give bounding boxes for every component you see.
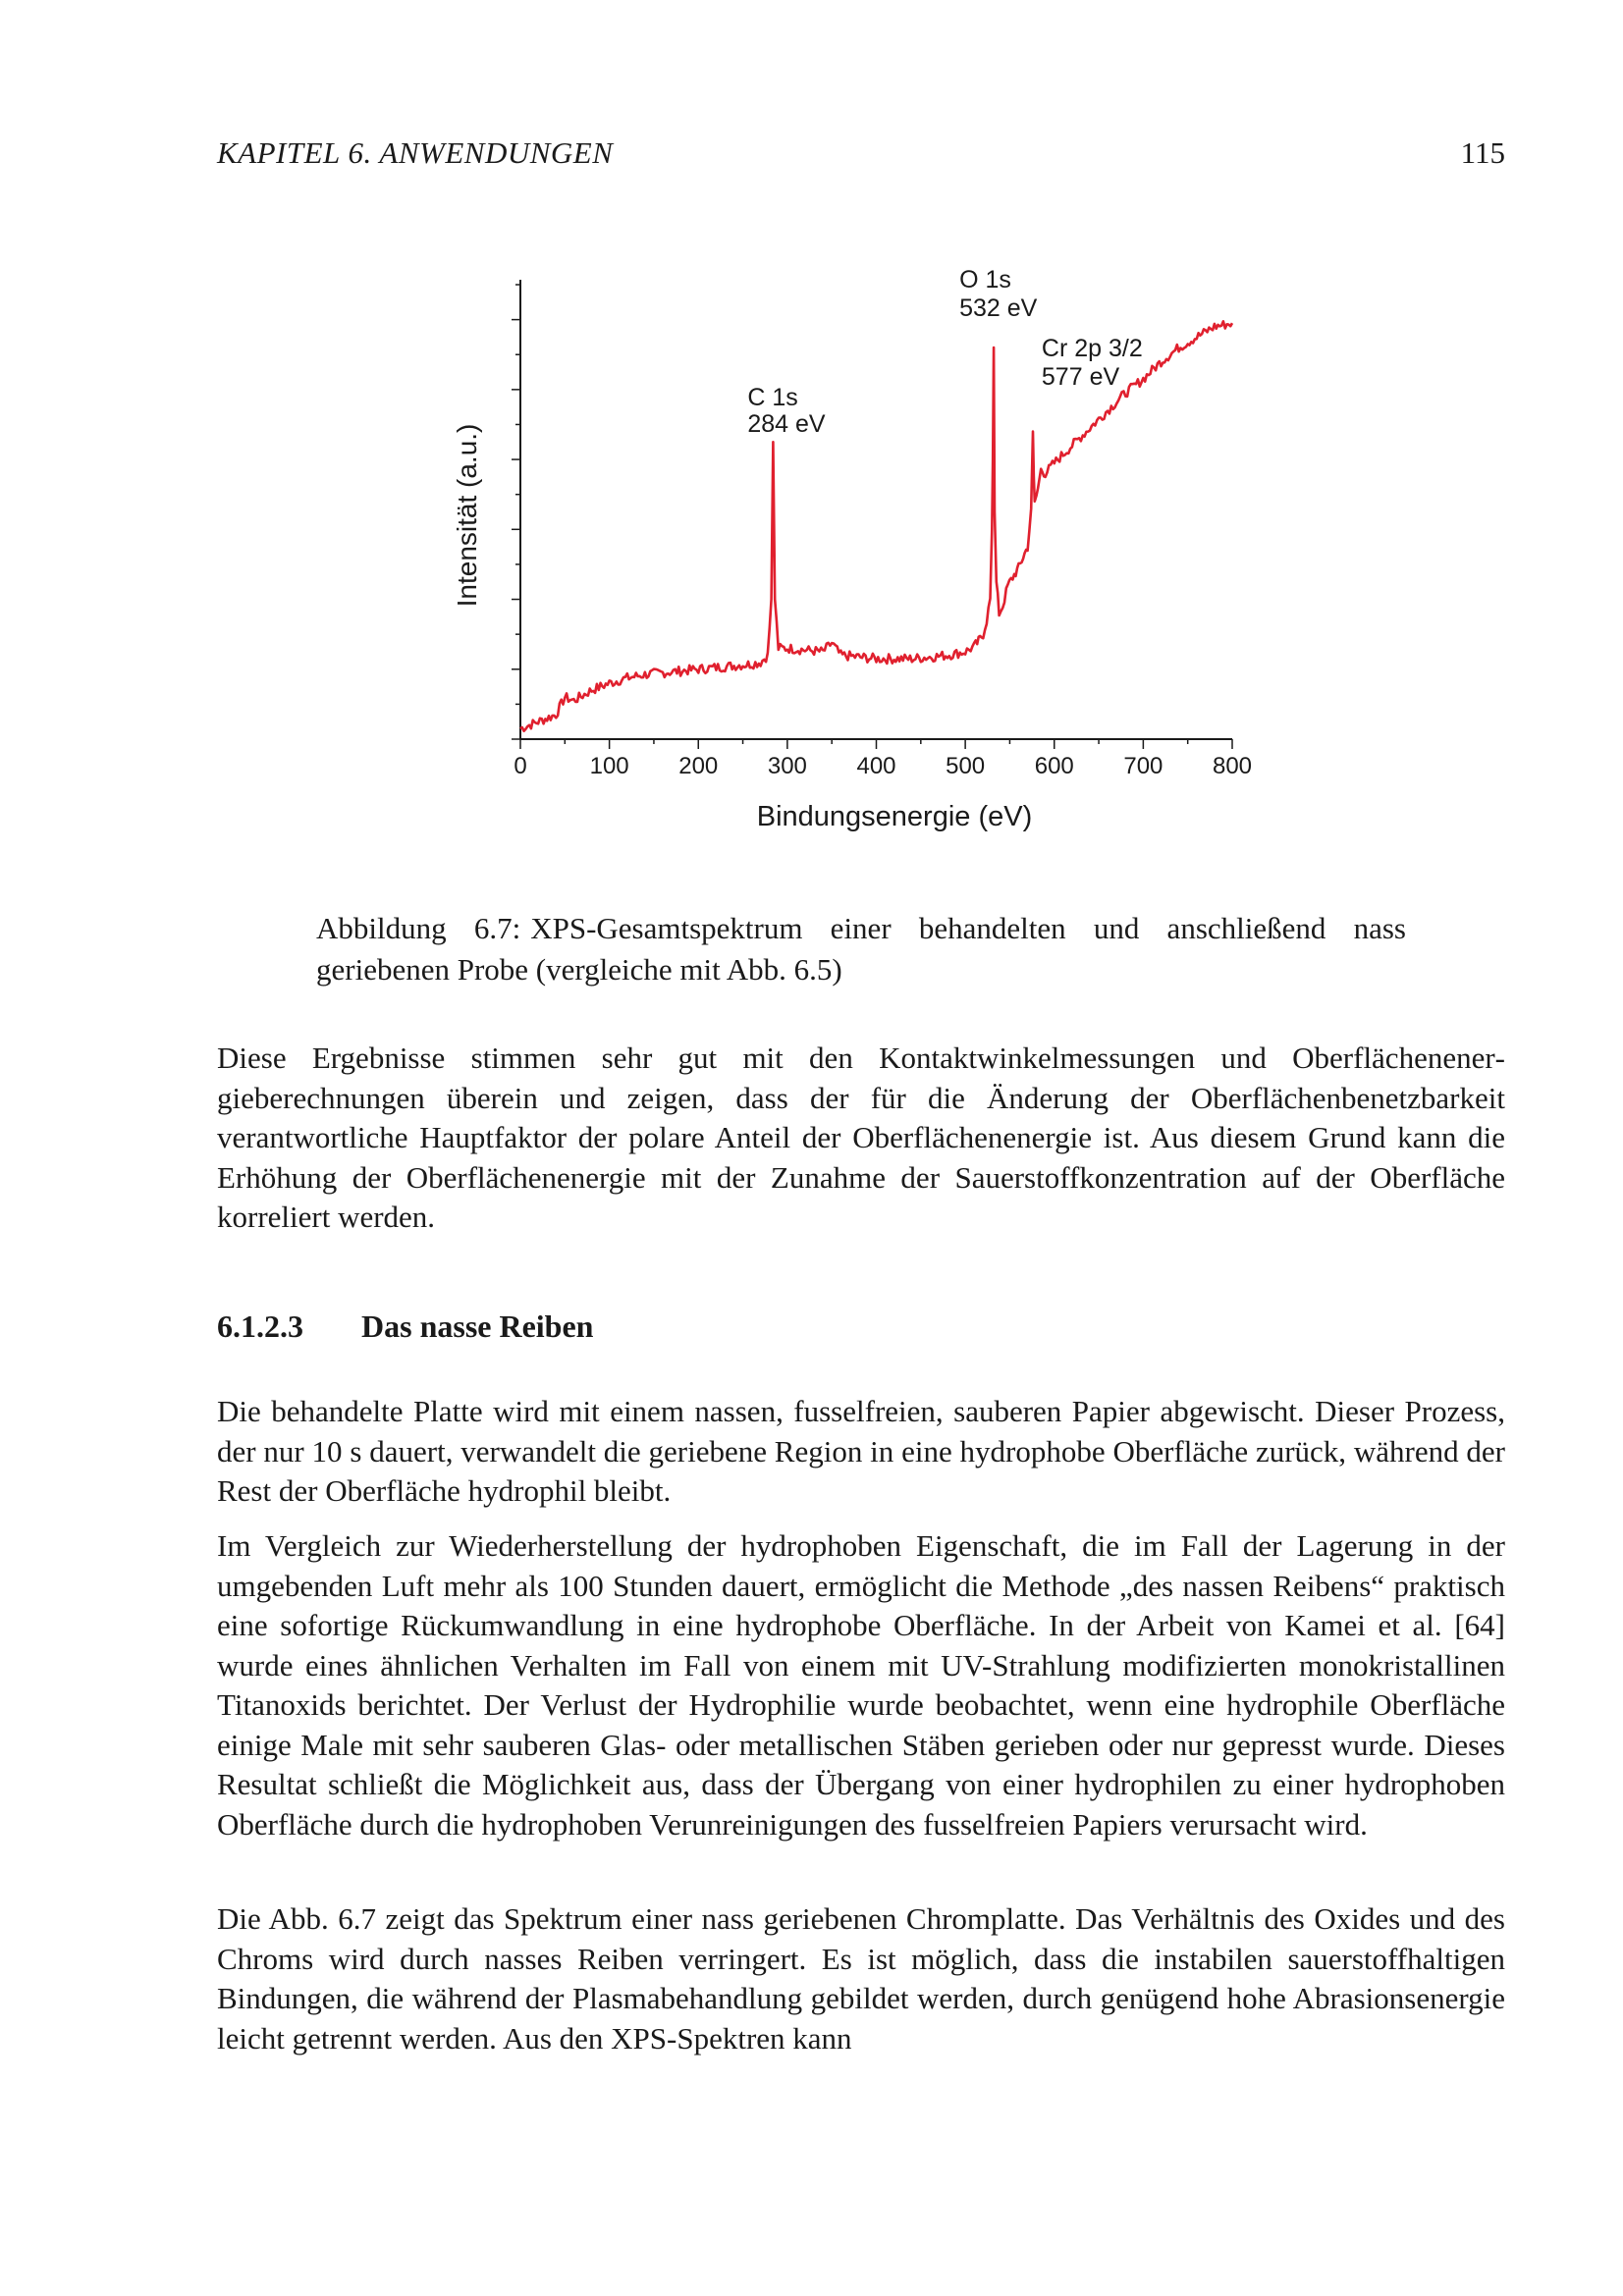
x-axis-label: Bindungsenergie (eV) — [756, 801, 1033, 832]
section-number: 6.1.2.3 — [217, 1308, 303, 1344]
section-heading — [217, 1308, 593, 1345]
spectrum-line — [520, 321, 1232, 730]
annotation-value: 532 eV — [959, 294, 1038, 322]
x-tick-label: 0 — [514, 753, 527, 779]
x-tick-label: 300 — [767, 753, 807, 779]
annotation-value: 577 eV — [1041, 363, 1120, 391]
paragraph-1: Diese Ergebnisse stimmen sehr gut mit den Kontaktwinkelmessungen und Oberflächenenergieberechnungen überein und zeigen, dass der für die Änderung der Oberflächenbenetzbarkeit verantwortliche Hauptfaktor der polare Anteil der Oberflächenenergie ist. Aus diesem Grund kann die Erhöhung der Oberflächenenergie mit der Zunahme der Sauerstoffkonzentration auf der Oberfläche korreliert werden. — [217, 1041, 1505, 1234]
y-axis-label: Intensität (a.u.) — [452, 423, 482, 608]
paragraph-2: Die behandelte Platte wird mit einem nassen, fusselfreien, sauberen Papier abgewischt. Dieser Prozess, der nur 10 s dauert, verwandelt die geriebene Region in eine hydrophobe Oberfläche zurück, während der Rest der Oberfläche hydrophil bleibt. — [217, 1394, 1505, 1508]
annotation-label: C 1s — [747, 384, 798, 411]
y-axis-label-group — [452, 424, 482, 608]
annotation-label: O 1s — [959, 266, 1011, 294]
peak-annotations — [747, 266, 1142, 438]
chapter-title: KAPITEL 6. ANWENDUNGEN — [217, 135, 614, 170]
x-tick-label: 400 — [856, 753, 896, 779]
x-tick-label: 600 — [1034, 753, 1074, 779]
x-tick-label: 800 — [1212, 753, 1253, 779]
running-head — [217, 135, 1505, 175]
page-number: 115 — [1460, 135, 1505, 170]
caption-label: Abbildung 6.7: — [316, 911, 521, 945]
x-tick-label: 500 — [946, 753, 986, 779]
annotation-label: Cr 2p 3/2 — [1041, 335, 1143, 362]
caption-text: XPS-Gesamtspektrum einer behandelten und anschließend nass geriebenen Probe (vergleiche mit Abb. 6.5) — [316, 911, 1406, 987]
section-title: Das nasse Reiben — [361, 1308, 594, 1344]
paragraph-4: Die Abb. 6.7 zeigt das Spektrum einer nass geriebenen Chromplatte. Das Verhältnis des Oxides und des Chroms wird durch nasses Reiben verringert. Es ist möglich, dass die instabilen sauerstoffhaltigen Bindungen, die während der Plasmabehandlung gebildet werden, durch genügend hohe Abrasionsenergie leicht getrennt werden. Aus den XPS-Spektren kann — [217, 1901, 1505, 2056]
xps-spectrum-chart — [432, 250, 1296, 869]
x-tick-labels — [514, 753, 1252, 779]
figure-caption — [316, 908, 1406, 990]
x-tick-label: 700 — [1123, 753, 1163, 779]
x-tick-label: 200 — [678, 753, 719, 779]
paragraph-3: Im Vergleich zur Wiederherstellung der hydrophoben Eigenschaft, die im Fall der Lagerung in der umgebenden Luft mehr als 100 Stunden dauert, ermöglicht die Methode „des nassen Reibens“ praktisch eine sofortige Rückumwandlung in eine hydrophobe Oberfläche. In der Arbeit von Kamei et al. [64] wurde eines ähnlichen Verhalten im Fall von einem mit UV-Strahlung modifizierten monokristallinen Titanoxids berichtet. Der Verlust der Hydrophilie wurde beobachtet, wenn eine hydrophile Oberfläche einige Male mit sehr sauberen Glas- oder metallischen Stäben gerieben oder nur gepresst wurde. Dieses Resultat schließt die Möglichkeit aus, dass der Übergang von einer hydrophilen zu einer hydrophoben Oberfläche durch die hydrophoben Verunreinigungen des fusselfreien Papiers verursacht wird. — [217, 1528, 1505, 1842]
annotation-value: 284 eV — [747, 410, 826, 438]
x-tick-label: 100 — [589, 753, 629, 779]
